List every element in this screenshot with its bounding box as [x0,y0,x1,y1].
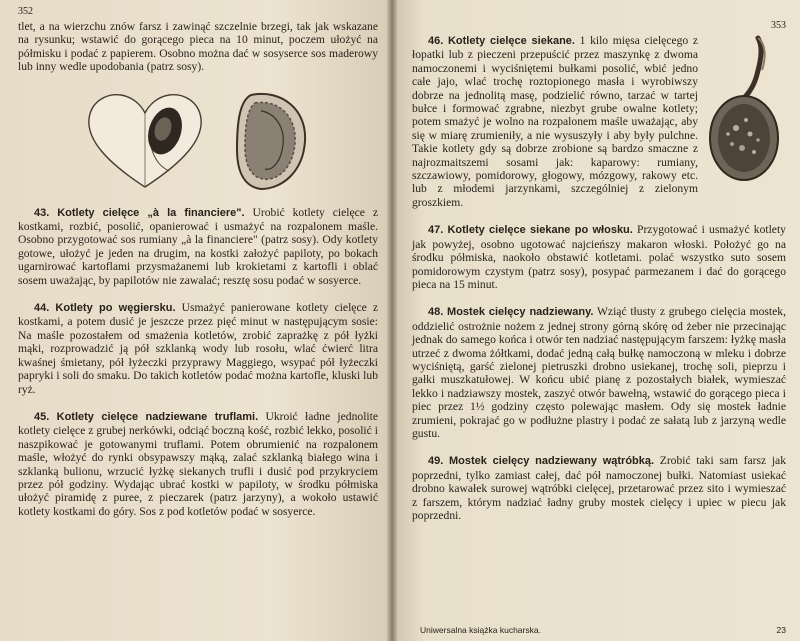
right-page [392,0,800,641]
intro-paragraph: tlet, a na wierzchu znów farsz i zawinąć szczelnie brzegi, tak jak wskazane na rysunku; wstawić do gorącego pieca na 10 minut, poczem ułożyć na półmisku i podać z papierem. Osobno można dać w sosyserce sos maderowy lub inny wedle upodobania (patrz sosy). [18,20,378,74]
recipe-43-text: Urobić kotlety cielęce z kostkami, rozbić, posolić, opanierować i usmażyć na rozpalonem maśle. Osobno przygotować sos rumiany „à la financiere" (patrz sosy). Ody kotlety gotowe, ułożyć je jeden na drugim, na kostki założyć papiloty, po bokach ugarnirować kartoflami przysmażanemi lub krokietami z kartofli i oblać sosem uważając, by papilotów nie zawalać; resztę sosu podać w sosyerce. [18,205,379,287]
recipe-43-number: 43. [34,206,50,219]
recipe-47-text: Przygotować i usmażyć kotlety jak powyżej, osobno ugotować najcieńszy makaron włoski. Położyć go na środku półmiska, naokoło obstawić kotletami. polać wszystko suto sosem pomidorowym czystym (patrz sosy), posypać parmezanem i dać do gorącego pieca na 15 minut. [412,223,786,291]
page-number-left: 352 [18,6,33,17]
recipe-43 [18,206,378,287]
recipe-45 [18,410,378,518]
recipe-46-text: 1 kilo mięsa cielęcego z łopatki lub z pieczeni przepuścić przez maszynkę z dwoma namoczonemi i wyciśniętemi bułkami posolić, wbić jedno całe jajo, wlać trochę roztopionego masła i wyrobiwszy dobrze na jednolitą masę, podzielić równo, tarzać w tartej bułce i formować zgrabne, niezbyt grube owalne kotlety; potem smażyć je wolno na rozpalonem maśle uważając, aby się w miarę zrumieniły, a nie wysuszyły i aby były pulchne. Takie kotlety gdy są dobrze zrobione są bardzo smaczne z najrozmaitszemi sosami jak: kaparowy: rumiany, szczawiowy, pomidorowy, głogowy, mózgowy, rakowy etc. lub z młodemi jarzynkami, szczególniej z zielonym groszkiem. [412,34,698,209]
recipe-46-number: 46. [428,35,444,47]
recipe-49-title: Mostek cielęcy nadziewany wątróbką. [448,455,655,468]
recipe-48-number: 48. [428,306,444,319]
recipe-44-number: 44. [34,302,50,315]
recipe-45-text: Ukroić ładne jednolite kotlety cielęce z grubej nerkówki, odciąć boczną kość, rozbić lekko, posolić i naszpikować je gotowanymi truflami. Potem obrumienić na rozpalonem maśle, włożyć do rynki obsypawszy mąką, zalać szklanką białego wina i szklanką bulionu, wrzucić łyżkę siekanych trufli i dusić pod przykryciem przez pół godziny. Wydając ubrać kostki w papiloty, w środku półmiska ułożyć piramidę z puree, z pieczarek (patrz jarzyny), a wokoło ustawić kotlety kostkami do góry. Sos z pod kotletów podać w sosyerce. [18,409,378,518]
recipe-48 [412,305,786,440]
book-gutter [386,0,398,641]
recipe-44-text: Usmażyć panierowane kotlety cielęce z kostkami, a potem dusić je jeszcze przez pięć minut w następującym sosie: Na maśle pozostałem od smażenia kotletów, zrobić zaprażkę z pół łyżki mąki, rozprowadzić ją pół szklanką wody lub rosołu, wlać ćwierć litra kwaśnej śmietany, pół łyżeczki przyprawy Maggiego, wsypać pół łyżeczki papryki i soli do smaku. Do takich kotletów podać można kartofle, kluski lub ryż. [18,301,378,396]
heart-paper-cutlet-illustration [85,91,205,191]
recipe-45-number: 45. [34,410,50,423]
recipe-47 [412,223,786,291]
recipe-43-title: Kotlety cielęce „à la financiere". [57,206,245,219]
recipe-48-title: Mostek cielęcy nadziewany. [447,306,594,319]
left-page [0,0,392,641]
cutlet-illustrations [18,86,378,196]
recipe-45-title: Kotlety cielęce nadziewane truflami. [56,410,259,423]
wrapped-cutlet-illustration [231,89,311,193]
recipe-47-number: 47. [428,224,444,237]
page-number-right: 353 [771,20,786,31]
recipe-44-title: Kotlety po węgiersku. [55,302,176,315]
recipe-47-title: Kotlety cielęce siekane po włosku. [447,224,633,237]
recipe-44 [18,301,378,396]
recipe-49-text: Zrobić taki sam farsz jak poprzedni, tylko zamiast całej, dać pół namoczonej bułki. Natomiast usiekać drobno kawałek surowej wątróbki cielęcej, przetarować przez sito i wymieszać z farszem, którym nadziać ładny gruby mostek cielęcy i upiec w piecu jak poprzedni. [412,454,786,522]
recipe-46-title: Kotlety cielęce siekane. [447,35,575,47]
minced-cutlet-illustration [706,34,786,184]
recipe-49 [412,454,786,522]
signature-mark: 23 [776,625,786,635]
footer-book-title: Uniwersalna książka kucharska. [420,625,541,635]
page-footer [412,625,786,635]
recipe-49-number: 49. [428,455,444,468]
recipe-48-text: Wziąć tłusty z grubego cielęcia mostek, oddzielić ostrożnie nożem z jednej strony górną skórę od żeber nie przecinając jednak do samego końca i otwór ten nadziać następującym farszem: łyżkę masła utrzeć z dwoma żółtkami, dodać jedną całą bułkę namoczoną w mleku i dobrze wyciśniętą, garść zielonej pietruszki drobno usiekanej, trochę soli, pieprzu i gałki muszkatułowej. W końcu ubić pianę z pozostałych białek, wymieszać lekko i nadziawszy mostek, zaszyć otwór bawełną, wstawić do gorącego pieca i piec przez 1½ godziny często polewając masłem. Ody się mostek ładnie zrumieni, pokrajać go w podłużne plastry i podać ze sałatą lub z jarzyną wedle gustu. [412,305,786,440]
